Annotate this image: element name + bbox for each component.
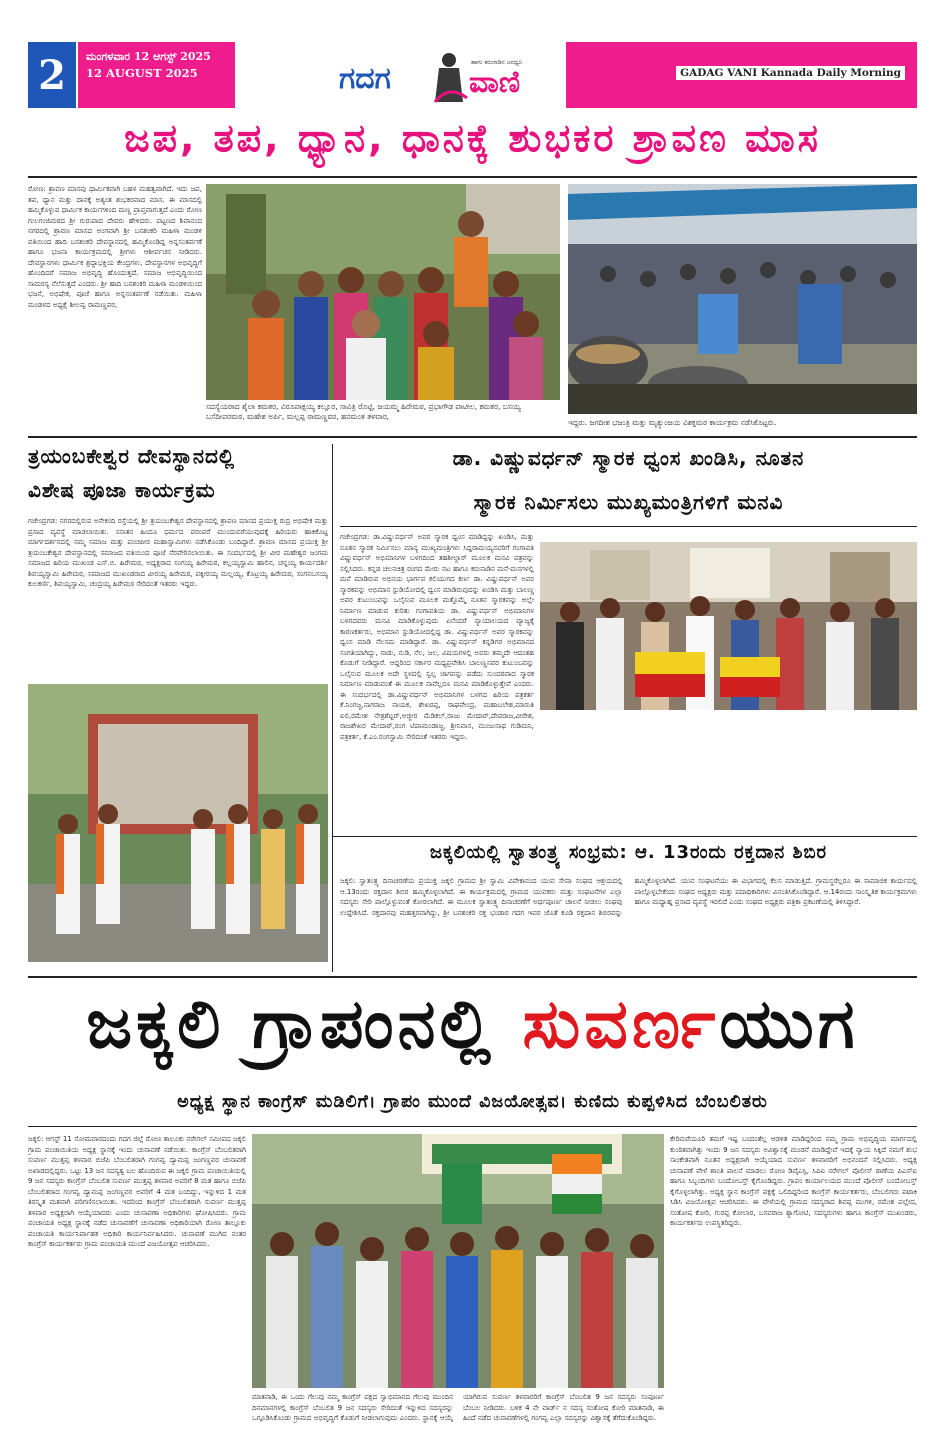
- newspaper-logo: [335, 44, 550, 106]
- story1-caption-right: ಇದ್ದರು. ಜಗದೀಶ ಭಜಂತ್ರಿ ಮತ್ತು ಮೃತ್ಯುಂಜಯ ವಿಶಕ್ತಮಠ ಕಾರ್ಯಕ್ರಮ ನಡೆಸಿಕೊಟ್ಟರು.: [568, 418, 777, 427]
- story3-headline-line2: ಸ್ಮಾರಕ ನಿರ್ಮಿಸಲು ಮುಖ್ಯಮಂತ್ರಿಗಳಿಗೆ ಮನವಿ: [473, 490, 784, 514]
- story4-headline: ಜಕ್ಕಲಿಯಲ್ಲಿ ಸ್ವಾತಂತ್ರ್ಯ ಸಂಭ್ರಮ: ಆ. 13ರಂದು ರಕ್ತದಾನ ಶಿಬಿರ: [429, 842, 828, 863]
- story3-photo-memorandum: [540, 542, 917, 710]
- date-english: 12 AUGUST 2025: [86, 66, 198, 80]
- masthead-right-band: [566, 42, 917, 108]
- divider: [340, 526, 917, 527]
- divider: [28, 436, 917, 438]
- story2-body: ಗಜೇಂದ್ರಗಡ: ನಗರದಲ್ಲಿರುವ ಅನೇಕಂದಿ ರಸ್ತೆಯಲ್ಲಿ ಶ್ರೀ ತ್ರಯಂಬಕೇಶ್ವರ ದೇವಸ್ಥಾನದಲ್ಲಿ ಶ್ರಾವಣ ಮಾಸದ ಪ್ರಯುಕ್ತ ರುದ್ರ ಅಭಿಷೇಕ ಮತ್ತು ಪ್ರಸಾದ ವ್ಯವಸ್ಥೆ ಮಾಡಲಾಯಿತು. ಸನಾತನ ಹಿಂದೂ ಧರ್ಮದ ಪರಂಪರೆ ಮುಂದುವರೆಯುವುದಕ್ಕೆ ಹಿರಿಯರು ಹಾಕಿಕೊಟ್ಟ ಮಾರ್ಗದರ್ಶನದಲ್ಲಿ ನಮ್ಮ ಸಮಾಜ ಮತ್ತು ಪಂಚಪೀಠ ಮಹಾಸ್ವಾಮಿಗಳು ನಡೆಸಿಕೊಂಡು ಬಂದಿದ್ದಾರೆ. ಶ್ರಾವಣ ಮಾಸದ ಪ್ರಯುಕ್ತ ಶ್ರೀ ತ್ರಯಂಬಕೇಶ್ವರ ದೇವಸ್ಥಾನದಲ್ಲಿ ಸಮಾಜದ ವತಿಯಿಂದ ಪೂಜೆ ನೆರವೇರಿಸಲಾಯಿತು. ಈ ಸಂದರ್ಭದಲ್ಲಿ ಶ್ರೀ ವೀರ ಮಹೇಶ್ವರ ಜಂಗಮ ಸಮಾಜದ ಹಿರಿಯ ಮುಖಂಡ ಎಸ್.ಬಿ. ಹಿರೇಮಠ, ಅಧ್ಯಕ್ಷರಾದ ಸಂಗಯ್ಯ ಹಿರೇಮಠ, ಕಲ್ಲಯ್ಯಸ್ವಾಮಿ ಹಾಲಿನ, ಚನ್ನಯ್ಯ ಕಾರ್ಯದರ್ಶಿ ಶಿವಯ್ಯಸ್ವಾಮಿ ಹಿರೇಮಠ, ಸಮಾಜದ ಮುಖಂಡರಾದ ವೀರಯ್ಯ ಹಿರೇಮಠ, ಪಕ್ಕೀರಯ್ಯ ಮಲ್ಲಯ್ಯ, ಕೊಟ್ರಯ್ಯ ಹಿರೇಮಠ, ಸಂಗನಬಸಯ್ಯ ಕುಲಕರ್ಣಿ, ಶಿವಯ್ಯಸ್ವಾಮಿ, ಚಂದ್ರಯ್ಯ ಹಿರೇಮಠ ಸೇರಿದಂತೆ ಇತರರು ಇದ್ದರು.: [28, 517, 328, 588]
- divider: [28, 176, 917, 178]
- story1-photo-crowd: [568, 184, 917, 414]
- story3-headline-line1: ಡಾ. ವಿಷ್ಣುವರ್ಧನ್ ಸ್ಮಾರಕ ಧ್ವಂಸ ಖಂಡಿಸಿ, ನೂತನ: [452, 446, 805, 470]
- logo-graphic: [335, 44, 550, 106]
- story5-body-middle: ಮಾತನಾಡಿ, ಈ ಒಂದು ಗೆಲುವು ನಮ್ಮ ಕಾಂಗ್ರೆಸ್ ಪಕ್ಷದ ಸ್ವಾಭಿಮಾನದ ಗೆಲುವು ಮುಂದಿನ ದಿನಮಾನಗಳಲ್ಲಿ ಕಾಂಗ್ರೆಸ್ ಬೆಂಬಲಿತ 9 ಜನ ಸದಸ್ಯರು ಸೇರಿದಂತೆ ಇನ್ನುಳಿದ ಸದಸ್ಯರನ್ನು ಒಗ್ಗೂಡಿಸಿಕೊಂಡು ಗ್ರಾಮದ ಅಭಿವೃದ್ಧಿಗೆ ಕೊಡುಗೆ ನೀಡಲಾಗುವುದು ಎಂದರು. ಸ್ಥಾನಕ್ಕೆ ಆಯ್ಕೆ ಯಾಗಿರುವ ಸುವರ್ಣ ತಳವಾರರಿಗೆ ಕಾಂಗ್ರೆಸ್ ಬೆಂಬಲಿತ 9 ಜನ ಸದಸ್ಯರು ಸಂಪೂರ್ಣ ಬೆಂಬಲ ನೀಡಿದರು. ಬಳಿಕ 4 ನೇ ವಾರ್ಡ್ ನ ಸದಸ್ಯ ಸಂತೋಷ ಕೋರಿ ಮಾತನಾಡಿ, ಈ ಹಿಂದೆ ನಡೆದ ಚುನಾವಣೆಗಳಲ್ಲಿ ಗಂಗವ್ವ ಎಲ್ಲಾ ಸದಸ್ಯರನ್ನು ವಿಶ್ವಾಸಕ್ಕೆ ತೆಗೆದುಕೊಂಡಿದ್ದರು.: [252, 1393, 664, 1422]
- logo-tagline: ಹಾಗು ಕರುನಾಡಿನ ಜನಧ್ವನಿ: [471, 59, 523, 66]
- divider: [28, 976, 917, 978]
- story1-photo-group: [206, 184, 560, 400]
- story1-body: ರೋಣ: ಶ್ರಾವಣ ಮಾಸವು ಧಾರ್ಮಿಕವಾಗಿ ಬಹಳ ಮಹತ್ವವಾಗಿದೆ. ಇದು ಜಪ, ತಪ, ಧ್ಯಾನ ಮತ್ತು ದಾನಕ್ಕೆ ಅತ್ಯಂತ ಶುಭಕರವಾದ ಮಾಸ. ಈ ಮಾಸದಲ್ಲಿ ಹಮ್ಮಿಕೊಳ್ಳುವ ಧಾರ್ಮಿಕ ಕಾರ್ಯಗಳಿಂದ ಮಣ್ಣ ಪ್ರಾಪ್ತವಾಗುತ್ತದೆ ಎಂದು ರೋಣ ಗುಲಗಂಜಿಮಠದ ಶ್ರೀ ಗುರುಪಾದ ದೇವರು ಹೇಳಿದರು. ಪಟ್ಟಣದ ಶಿವಾನಂದ ನಗರದಲ್ಲಿ ಶ್ರಾವಣ ಮಾಸದ ಅಂಗವಾಗಿ ಶ್ರೀ ಬನಶಂಕರಿ ಮಹಿಳಾ ಮಂಡಳಿ ವತಿಯಿಂದ ಹಾದಿ ಬನಶಂಕರಿ ದೇವಸ್ಥಾನದಲ್ಲಿ ಹಮ್ಮಿಕೊಂಡಿದ್ದ ಅನ್ನಸಂತರ್ಪಣೆ ಹಾಗೂ ಭಜನಾ ಕಾರ್ಯಕ್ರಮದಲ್ಲಿ ಶ್ರೀಗಳು ಆಶೀರ್ವಚನ ನೀಡಿದರು. ದೇವಸ್ಥಾನಗಳು ಧಾರ್ಮಿಕ ಶ್ರದ್ಧಾಭಕ್ತಿಯ ಕೇಂದ್ರಗಳು, ದೇವಸ್ಥಾನಗಳ ಅಭಿವೃದ್ಧಿಗೆ ಹೊಂದಿದರೆ ಸಮಾಜ ಅಭಿವೃದ್ಧಿ ಹೊಂದುತ್ತದೆ. ಸಮಾಜ ಅಭಿವೃದ್ಧಿಯಿಂದ ಸಾಮರಸ್ಯ ನೆಲೆಸುತ್ತದೆ ಎಂದರು. ಶ್ರೀ ಹಾದಿ ಬನಶಂಕರಿ ಮಹಿಳಾ ಮಂಡಳಿಯಿಂದ ಭಜನೆ, ಅಭಿಷೇಕ, ಪೂಜೆ ಹಾಗೂ ಅನ್ನಸಂತರ್ಪಣೆ ನಡೆಯಿತು. ಮಹಿಳಾ ಮಂಡಳದ ಅಧ್ಯಕ್ಷೆ ಶೀಲವ್ವ ರಾಮಣ್ಣವರ,: [28, 185, 202, 309]
- story5-subheadline: ಅಧ್ಯಕ್ಷ ಸ್ಥಾನ ಕಾಂಗ್ರೆಸ್ ಮಡಿಲಿಗೆ। ಗ್ರಾಪಂ ಮುಂದೆ ವಿಜಯೋತ್ಸವ। ಕುಣಿದು ಕುಪ್ಪಳಿಸಿದ ಬೆಂಬಲಿತರು: [177, 1092, 768, 1112]
- date-box: [78, 42, 235, 108]
- story5-headline: [28, 985, 917, 1095]
- paper-tagline: GADAG VANI Kannada Daily Morning: [676, 66, 905, 80]
- story3-body-continued: [540, 714, 917, 832]
- story5-body-left: ಜಕ್ಕಲಿ: ಆಗಸ್ಟ್ 11 ಸೋಮವಾರದಂದು ಗದಗ ಜಿಲ್ಲೆ ರೋಣ ತಾಲೂಕು ನರೇಗಲ್ ಸಮೀಪದ ಜಕ್ಕಲಿ ಗ್ರಾಮ ಪಂಚಾಯಿತಿಯ ಅಧ್ಯಕ್ಷ ಸ್ಥಾನಕ್ಕೆ ಇಂದು ಚುನಾವಣೆ ನಡೆಯಿತು. ಕಾಂಗ್ರೆಸ್ ಬೆಂಬಲಿತರಾಗಿ ಸುವರ್ಣ ಮುತ್ತಪ್ಪ ತಳವಾರ ಬಿಜೆಪಿ ಬೆಂಬಲಿತರಾಗಿ ಗಂಗವ್ವ ದ್ಯಾಮಪ್ಪ ಜಂಗಣ್ಣವರ ಚುನಾವಣೆ ಅಖಾಡದಲ್ಲಿದ್ದರು. ಒಟ್ಟು 13 ಜನ ಸದಸ್ಯತ್ವ ಬಲ ಹೊಂದಿರುವ ಈ ಜಕ್ಕಲಿ ಗ್ರಾಮ ಪಂಚಾಯಿತಿಯಲ್ಲಿ 9 ಜನ ಸದಸ್ಯರು ಕಾಂಗ್ರೆಸ್ ಬೆಂಬಲಿತ ಸುವರ್ಣ ಮುತ್ತಪ್ಪ ತಳವಾರ ಅವರಿಗೆ 8 ಮತ ಹಾಗೂ ಬಿಜೆಪಿ ಬೆಂಬಲಿತರಾದ ಗಂಗವ್ವ ದ್ಯಾಮಪ್ಪ ಜಂಗಣ್ಣವರ ಅವರಿಗೆ 4 ಮತ ಬಂದಿದ್ದು, ಇನ್ನುಳಿದ 1 ಮತ ತಿರಸ್ಕೃತ ಮತವಾಗಿ ಪರಿಗಣಿಸಲಾಯಿತು. ಇದರಿಂದ ಕಾಂಗ್ರೆಸ್ ಬೆಂಬಲಿತರಾಗಿ ಸುವರ್ಣ ಮುತ್ತಪ್ಪ ತಳವಾರ ಅಧ್ಯಕ್ಷರಾಗಿ ಆಯ್ಕೆಯಾದರು ಎಂದು ಚುನಾವಣಾ ಅಧಿಕಾರಿಗಳು ಘೋಷಿಸಿದರು. ಗ್ರಾಮ ಪಂಚಾಯತಿ ಅಧ್ಯಕ್ಷ ಸ್ಥಾನಕ್ಕೆ ನಡೆದ ಚುನಾವಣೆಗೆ ಚುನಾವಣಾ ಅಧಿಕಾರಿಯಾಗಿ ರೋಣ ತಾಲ್ಲೂಕು ಪಂಚಾಯತಿ ಕಾರ್ಯನಿರ್ವಾಹಕ ಅಧಿಕಾರಿ ಕಾರ್ಯನಿರ್ವಹಿಸಿದರು. ಚುನಾವಣೆ ಮುಗಿದ ನಂತರ ಕಾಂಗ್ರೆಸ್ ಕಾರ್ಯಕರ್ತರು ಗ್ರಾಮ ಪಂಚಾಯತಿ ಮುಂದೆ ವಿಜಯೋತ್ಸವ ಆಚರಿಸಿದರು.: [28, 1135, 246, 1248]
- story2-headline-line2: ವಿಶೇಷ ಪೂಜಾ ಕಾರ್ಯಕ್ರಮ: [28, 478, 216, 502]
- story2-headline-line1: ತ್ರಯಂಬಕೇಶ್ವರ ದೇವಸ್ಥಾನದಲ್ಲಿ: [28, 444, 236, 468]
- story3-body: ಗಜೇಂದ್ರಗಡ: ಡಾ.ವಿಷ್ಣುವರ್ಧನ್ ಅವರ ಸ್ಮಾರಕ ಧ್ವಂಸ ಮಾಡಿದ್ದನ್ನು ಖಂಡಿಸಿ, ಮತ್ತು ನೂತನ ಸ್ಮಾರಕ ನಿರ್ಮಿಸಲು ಮಾನ್ಯ ಮುಖ್ಯಮಂತ್ರಿಗಳು ಸಿದ್ದರಾಮಯ್ಯನವರಿಗೆ ಗಂಗಾವತಿ ವಿಷ್ಣುವರ್ಧನ್ ಅಭಿಮಾನಿಗಳ ಬಳಗದಿಂದ ತಹಶೀಲ್ದಾರ್ ಮೂಲಕ ಮನವಿ ಪತ್ರವನ್ನು ಸಲ್ಲಿಸಿದರು. ಕನ್ನಡ ಚಲನಚಿತ್ರ ರಂಗದ ಮೇರು ನಟ ಹಾಗೂ ಕರುನಾಡಿನ ಮನೆ-ಮನಗಳಲ್ಲಿ ಮನೆ ಮಾಡಿರುವ ಅಭಿನಯ ಭಾರ್ಗವ ಕಲಿಯುಗದ ಕರ್ಣ ಡಾ. ವಿಷ್ಣುವರ್ಧನ್ ಅವರ ಸ್ಮಾರಕವನ್ನು ಅಭಿಮಾನ ಸ್ಟುಡಿಯೋದಲ್ಲಿ ಧ್ವಂಸ ಮಾಡಿರುವುದನ್ನು ಖಂಡಿಸಿ ಮತ್ತು ಬಾಲಣ್ಣ ಅವರ ಕುಟುಂಬವನ್ನು ಒಲೈಸುವ ಮೂಲಕ ಮತ್ತೊಮ್ಮೆ ನೂತನ ಸ್ಮಾರಕವನ್ನು ಅಲ್ಲೇ ನಿರ್ಮಾಣ ಮಾಡುವ ಕುರಿತು ಗಂಗಾವತಿಯ ಡಾ. ವಿಷ್ಣುವರ್ಧನ್ ಅಭಿಮಾನಿಗಳ ಬಳಗದವರು ಮನವಿ ಮಾಡಿಕೊಳ್ಳುವುದು ಏನೆಂದರೆ ನ್ಯಾಯಾಲಯದ ವ್ಯಾಜ್ಯಕ್ಕೆ ಕಾರಣಕರ್ತರು, ಅಭಿಮಾನ ಸ್ಟುಡಿಯೋದಲ್ಲಿದ್ದ ಡಾ. ವಿಷ್ಣುವರ್ಧನ್ ಅವರ ಸ್ಮಾರಕವನ್ನು ಧ್ವಂಸ ಮಾಡಿ ನೆಲಸಮ ಮಾಡಿದ್ದಾರೆ. ಡಾ. ವಿಷ್ಣುವರ್ಧನ್ ಕನ್ನಡಿಗರ ಅಭಿಮಾನದ ಸಂಗತಿಯಾಗಿದ್ದು, ನಾಡು, ನುಡಿ, ನೆಲ, ಜಲ, ವಿಷಯಗಳಲ್ಲಿ ಅವರು ತಮ್ಮದೇ ಆದಂತಹ ಕೊಡುಗೆ ನೀಡಿದ್ದಾರೆ. ಆದ್ದರಿಂದ ಸರ್ಕಾರ ಮಧ್ಯಪ್ರವೇಶಿಸಿ ಬಾಲಣ್ಣನವರ ಕುಟುಂಬವನ್ನು ಒಲೈಸುವ ಮೂಲಕ ಅದೇ ಸ್ಥಳದಲ್ಲಿ ಸ್ವಲ್ಪ ಜಾಗವನ್ನು ಪಡೆದು ಸುಂದರವಾದ ಸ್ಮಾರಕ ನಿರ್ಮಾಣ ಮಾಡುವಂತೆ ಈ ಮೂಲಕ ನಾವೆಲ್ಲರೂ ಮನವಿ ಮಾಡಿಕೊಳ್ಳುತ್ತೇವೆ ಎಂದರು. ಈ ಸಂದರ್ಭದಲ್ಲಿ ಡಾ.ವಿಷ್ಣುವರ್ಧನ್ ಅಭಿಮಾನಿಗಳ ಬಳಗದ ಹಿರಿಯ ಪತ್ರಕರ್ತ ಕೆ.ನಿಂಗಜ್ಜ,ನಾಗರಾಜ ನಾಯಕ, ಶೇಖರಪ್ಪ, ರಾಘವೇಂದ್ರ, ಮಹಾಬಲೇಶ,ಮಾರುತಿ ಐಲಿ,ರಮೇಶ ನೇತ್ರಶೆಟ್ಟರ್,ಅಜ್ಜೀರ ಮೆಡಿಕಲ್,ರಾಜು ಮೇದಾರ್,ದೇವರಾಜ,ವೀರೇಶ, ರಾಜಶೇಖರ ಮೇದಾರ್,ರಂಗ ಟಿಪಾಮಂಡಾಜ್ಜ, ಶ್ರೀನಿವಾಸ, ಮಂಜುನಾಥ ಗುಡಿಮನಿ, ಪತ್ರಕರ್ತ, ಕೆ.ಎಂ.ರಂಗಸ್ವಾಮಿ ಸೇರಿದಂತೆ ಇತರರು ಇದ್ದರು.: [340, 533, 534, 741]
- column-divider: [332, 444, 333, 972]
- story5-headline-highlight: ಸುವರ್ಣ: [522, 985, 720, 1064]
- story5-headline-part1: ಜಕ್ಕಲಿ ಗ್ರಾಪಂನಲ್ಲಿ: [86, 985, 523, 1064]
- story1-headline: ಜಪ, ತಪ, ಧ್ಯಾನ, ಧಾನಕ್ಕೆ ಶುಭಕರ ಶ್ರಾವಣ ಮಾಸ: [124, 116, 821, 160]
- story5-headline-part2: ಯುಗ: [719, 985, 859, 1064]
- logo-text-right: ವಾಣಿ: [469, 65, 521, 100]
- divider: [28, 1126, 917, 1127]
- date-kannada: ಮಂಗಳವಾರ 12 ಆಗಸ್ಟ್ 2025: [86, 50, 211, 63]
- story5-photo-celebration: [252, 1134, 664, 1388]
- story1-caption-left: ಸದಸ್ಯೆಯರಾದ ಶೈಲಾ ಕಮತರ, ವಿರೂಪಾಕ್ಷಯ್ಯ ಕಲ್ಲೂರ, ಸಾವಿತ್ರಿ ರೊಟ್ಟಿ, ಜಯಮ್ಮ ಹಿರೇಮಠ, ಪ್ರಭಾಗೌಡ ಪಾಟೀಲ, ಕಮತರ, ಬಸಯ್ಯ ಬಸೆದೀಪರಮಠ, ಮಹೇಶ ಅರ್ಪಿ, ಮಲ್ಲಪ್ಪ ರಾಮಣ್ಣವರ, ಹನಮಂತ ತಳವಾರ,: [206, 402, 521, 421]
- story2-photo-temple: [28, 684, 328, 962]
- logo-text-left: ಗದಗ: [339, 61, 391, 96]
- story5-body-right: ಕೇರಿಮರೆಯೂರಿ ತಮಗೆ ಇಷ್ಟ ಬಂದಂತೆಲ್ಲ ಆಡಳಿತ ಮಾಡಿದ್ದರಿಂದ ನಮ್ಮ ಗ್ರಾಮ ಅಭಿವೃದ್ಧಿಯ ಮಾರ್ಗದಲ್ಲಿ ಕುಂಠಿತವಾಗಿತ್ತು ಇಂದು 9 ಜನ ಸದಸ್ಯರು ಅವಿಶ್ವಾಸಕ್ಕೆ ಮಂಡನೆ ಮಾಡಿದ್ದೇವೆ ಇದಕ್ಕೆ ನ್ಯಾಯ ಸಿಕ್ಕಿದೆ ನಮಗೆ ಶುಭ ಸಾಂಕೇತವಾಗಿ ನೂತನ ಅಧ್ಯಕ್ಷರಾಗಿ ಆಯ್ಕೆಯಾದ ಸುವರ್ಣ ತಳವಾರರಿಗೆ ಅಭಿನಂದನೆ ಸಲ್ಲಿಸಿದರು. ಅಧ್ಯಕ್ಷ ಚುನಾವಣೆ ವೇಳೆ ಶಾಂತಿ ಪಾಲನೆ ಮಾಡಲು ರೋಣ ಡಿವೈಎಸ್ಪಿ, ಸಿಪಿಐ ನರೇಗಲ್ ಪೊಲೀಸ್ ಠಾಣೆಯ ಪಿಎಸ್ಐ ಹಾಗೂ ಸಿಬ್ಬಂದಿಗಳು ಬಂದೋಬಸ್ತ್ ಕೈಗೊಂಡಿದ್ದರು. ಗ್ರಾಪಂ ಕಾರ್ಯಾಲಯದ ಮುಂದೆ ಪೊಲೀಸ್ ಬಂದೋಬಸ್ತ್ ಕೈಗೊಳ್ಳಲಾಗಿತ್ತು. ಅಧ್ಯಕ್ಷ ಸ್ಥಾನ ಕಾಂಗ್ರೆಸ್ ಪಕ್ಷಕ್ಕೆ ಒಲಿದಿದ್ದರಿಂದ ಕಾಂಗ್ರೆಸ್ ಕಾರ್ಯಕರ್ತರು, ಬೆಂಬಲಿಗರು ಪಟಾಕಿ ಸಿಡಿಸಿ ವಿಜಯೋತ್ಸವ ಆಚರಿಸಿದರು. ಈ ವೇಳೆಯಲ್ಲಿ ಗ್ರಾಮದ ಸದಸ್ಯರಾದ ಶಿವಪ್ಪ ಮುಗಳಿ, ರಮೇಶ ಪಲ್ಲೇದ, ಸಂತೋಷ ಕೋರಿ, ಗುರಪ್ಪ ಕೋಲಾರ, ಬಸವರಾಜ ಶ್ಯಾಗೋಟಿ, ಸದಸ್ಯರುಗಳು ಹಾಗೂ ಕಾಂಗ್ರೆಸ್ ಮುಖಂಡರು, ಕಾರ್ಯಕರ್ತರು ಉಪಸ್ಥಿತರಿದ್ದರು.: [670, 1135, 917, 1227]
- story4-body: ಜಕ್ಕಲಿ: ಸ್ವಾತಂತ್ರ್ಯ ದಿನಾಚರಣೆಯ ಪ್ರಯುಕ್ತ ಜಕ್ಕಲಿ ಗ್ರಾಮದ ಶ್ರೀ ಸ್ವಾಮಿ ವಿವೇಕಾನಂದ ಯುವ ಸೇವಾ ಸಂಘದ ಆಶ್ರಯದಲ್ಲಿ ಆ.13ರಂದು ರಕ್ತದಾನ ಶಿಬಿರ ಹಮ್ಮಿಕೊಳ್ಳಲಾಗಿದೆ. ಈ ಕಾರ್ಯಕ್ರಮದಲ್ಲಿ ಗ್ರಾಮದ ಯುವಕರು ಮತ್ತು ಸಂಘಟನೆಗಳ ಎಲ್ಲಾ ಸದಸ್ಯರು ಸೇರಿ ಪಾಲ್ಗೊಳ್ಳುವಂತೆ ಕೋರಲಾಗಿದೆ. ಈ ಮೂಲಕ ಸ್ವಾತಂತ್ರ್ಯ ದಿನಾಚರಣೆಗೆ ಅರ್ಥಪೂರ್ಣ ಚಾಲನೆ ನೀಡಲು ಸಂಘವು ಉದ್ದೇಶಿಸಿದೆ. ರಕ್ತದಾನವು ಮಹತ್ತರವಾಗಿದ್ದು, ಶ್ರೀ ಬನಶಂಕರಿ ರಕ್ತ ಭಂಡಾರ ಗದಗ ಇವರ ಜೊತೆ ಕೂಡಿ ರಕ್ತದಾನ ಶಿಬಿರವನ್ನು ಹಮ್ಮಿಕೊಳ್ಳಲಾಗಿದೆ. ಯುವ ಸಂಘಟನೆಯು ಈ ವಿಭಾಗದಲ್ಲಿ ಕೆಲಸ ಮಾಡುತ್ತಿದೆ. ಗ್ರಾಮಸ್ಥರೆಲ್ಲರೂ ಈ ಸಾಮಾಜಿಕ ಕಾರ್ಯದಲ್ಲಿ ಪಾಲ್ಗೊಳ್ಳಬೇಕೆಂದು ಸಂಘದ ಅಧ್ಯಕ್ಷರು ಮತ್ತು ಪದಾಧಿಕಾರಿಗಳು ವಿನಂತಿಸಿಕೊಂಡಿದ್ದಾರೆ. ಆ.14ರಂದು ಸಾಂಸ್ಕೃತಿಕ ಕಾರ್ಯಕ್ರಮಗಳು ಹಾಗೂ ಮಧ್ಯಾಹ್ನ ಪ್ರಸಾದ ವ್ಯವಸ್ಥೆ ಇರಲಿದೆ ಎಂದು ಸಂಘದ ಅಧ್ಯಕ್ಷರು ಪತ್ರಿಕಾ ಪ್ರಕಟಣೆಯಲ್ಲಿ ತಿಳಿಸಿದ್ದಾರೆ.: [340, 877, 917, 917]
- divider: [332, 836, 917, 837]
- page-number: 2: [28, 42, 76, 108]
